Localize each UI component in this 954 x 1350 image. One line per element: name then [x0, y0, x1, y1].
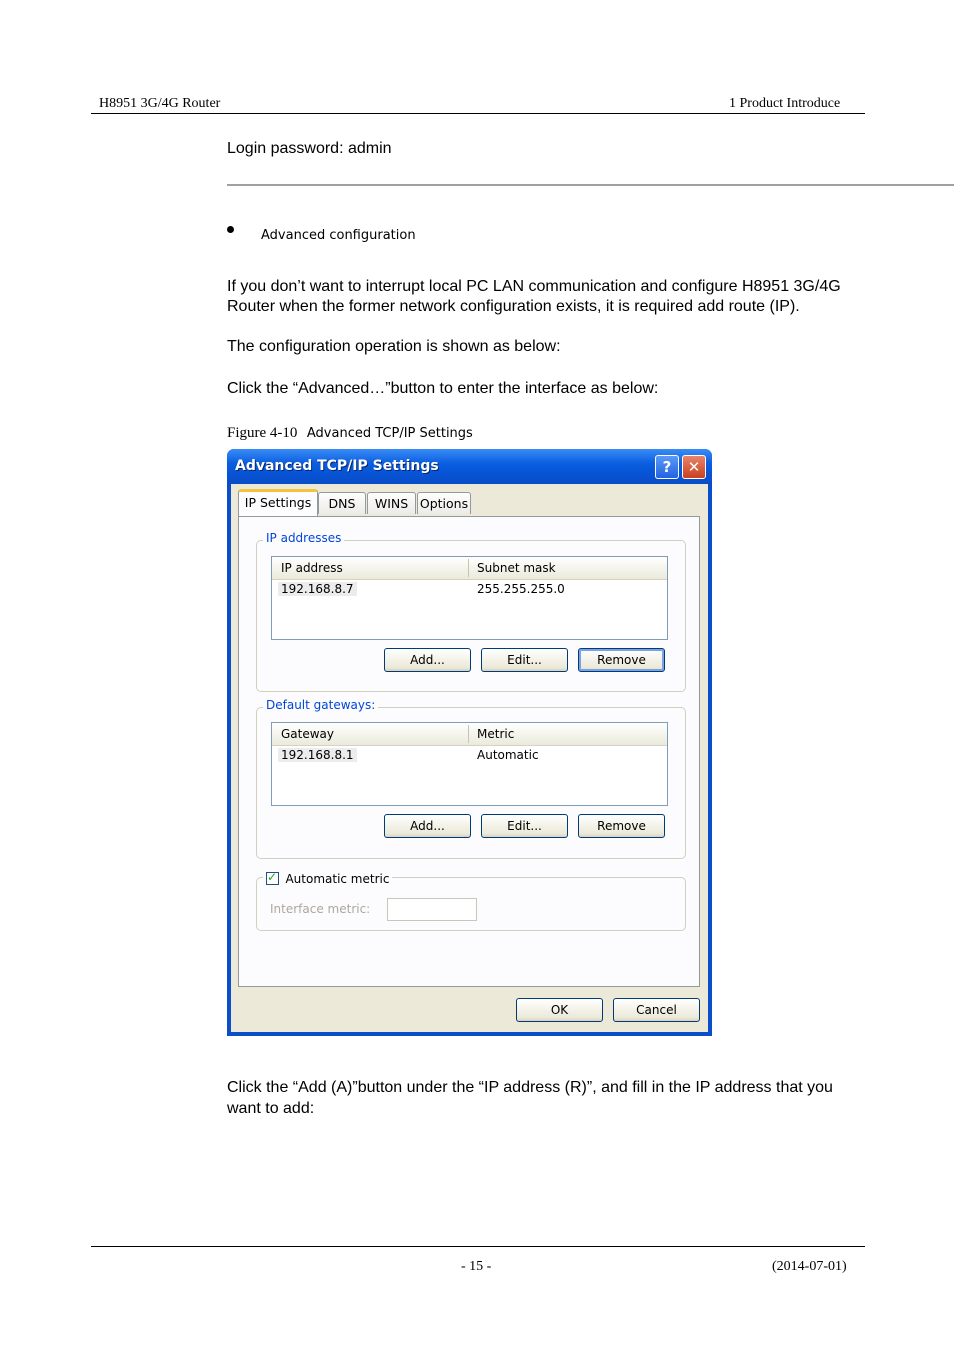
- advanced-tcpip-dialog: [227, 449, 712, 1036]
- figure-title: Advanced TCP/IP Settings: [306, 426, 473, 441]
- ip-address-list[interactable]: [271, 556, 668, 640]
- subnet-mask-value: 255.255.255.0: [477, 582, 565, 596]
- automatic-metric-label: Automatic metric: [285, 871, 390, 886]
- header-right: 1 Product Introduce: [729, 96, 841, 111]
- gateway-value[interactable]: 192.168.8.1: [278, 748, 357, 762]
- page-number: - 15 -: [461, 1259, 492, 1274]
- tab-options[interactable]: Options: [417, 492, 471, 514]
- column-divider: [468, 559, 469, 577]
- dialog-client-area: [231, 484, 708, 1032]
- gateway-list[interactable]: [271, 722, 668, 806]
- dialog-title-bar[interactable]: [227, 449, 712, 484]
- bullet-dot: [227, 226, 234, 233]
- default-gateways-label: Default gateways:: [263, 698, 378, 712]
- ip-edit-button[interactable]: Edit...: [481, 648, 568, 672]
- tab-panel: [238, 516, 700, 987]
- column-ip-address[interactable]: IP address: [281, 561, 343, 575]
- login-line: Login password: admin: [227, 140, 392, 157]
- ip-remove-button[interactable]: Remove: [578, 648, 665, 672]
- gateway-edit-button[interactable]: Edit...: [481, 814, 568, 838]
- interface-metric-input[interactable]: [387, 898, 477, 921]
- dialog-title: Advanced TCP/IP Settings: [235, 458, 439, 474]
- tab-dns[interactable]: DNS: [318, 492, 366, 514]
- column-gateway[interactable]: Gateway: [281, 727, 335, 741]
- ip-list-header: [272, 557, 667, 580]
- gateway-remove-button[interactable]: Remove: [578, 814, 665, 838]
- ip-address-value[interactable]: 192.168.8.7: [278, 582, 357, 596]
- column-divider: [468, 725, 469, 743]
- automatic-metric-option[interactable]: [263, 870, 392, 888]
- footer-rule: [91, 1246, 865, 1247]
- header-left: H8951 3G/4G Router: [99, 96, 221, 111]
- checkmark-icon: ✓: [267, 870, 278, 885]
- gateway-list-header: [272, 723, 667, 746]
- column-subnet-mask[interactable]: Subnet mask: [477, 561, 556, 575]
- paragraph-4-line-2: want to add:: [227, 1100, 315, 1117]
- figure-number: Figure 4-10: [227, 425, 298, 441]
- ok-button[interactable]: OK: [516, 998, 603, 1022]
- interface-metric-label: Interface metric:: [270, 902, 371, 916]
- figure-caption: [227, 424, 473, 442]
- paragraph-4-line-1: Click the “Add (A)”button under the “IP address (R)”, and fill in the IP address that you: [227, 1079, 833, 1096]
- ip-addresses-label: IP addresses: [263, 531, 344, 545]
- ip-add-button[interactable]: Add...: [384, 648, 471, 672]
- metric-value: Automatic: [477, 748, 539, 762]
- tab-wins[interactable]: WINS: [367, 492, 416, 514]
- bullet-label: Advanced configuration: [261, 228, 416, 243]
- column-metric[interactable]: Metric: [477, 727, 515, 741]
- cancel-button[interactable]: Cancel: [613, 998, 700, 1022]
- footer-date: (2014-07-01): [772, 1259, 847, 1274]
- section-divider: [227, 184, 954, 186]
- close-button[interactable]: ✕: [682, 455, 706, 479]
- gateway-add-button[interactable]: Add...: [384, 814, 471, 838]
- paragraph-2: The configuration operation is shown as below:: [227, 338, 561, 355]
- paragraph-1-line-2: Router when the former network configuration exists, it is required add route (IP).: [227, 298, 800, 315]
- tab-ip-settings[interactable]: IP Settings: [238, 489, 318, 516]
- paragraph-3: Click the “Advanced…”button to enter the interface as below:: [227, 380, 659, 397]
- paragraph-1-line-1: If you don’t want to interrupt local PC LAN communication and configure H8951 3G/4G: [227, 278, 841, 295]
- automatic-metric-checkbox[interactable]: [266, 872, 279, 885]
- help-button[interactable]: ?: [655, 455, 679, 479]
- header-rule: [91, 113, 865, 114]
